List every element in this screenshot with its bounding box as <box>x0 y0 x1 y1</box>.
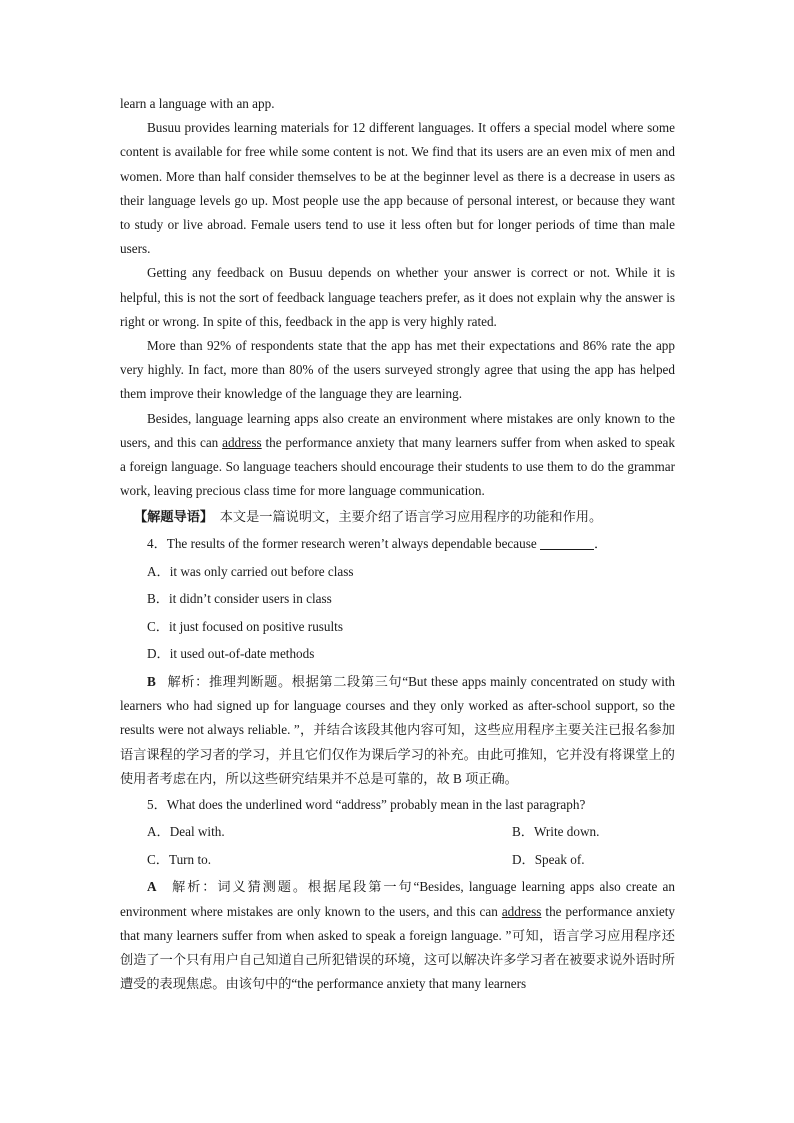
q5-option-a: A．Deal with. <box>147 824 225 840</box>
passage-paragraph-1: Busuu provides learning materials for 12 different languages. It offers a special model where some content is available for free while some content is not. We find that its users are an even mix of men and women. More than half consider themselves to be at the beginner level as there is a decrease in users as their language levels go up. Most people use the app because of personal interest, or because they want to study or live abroad. Female users tend to use it less often but for longer periods of time than male users. <box>120 120 675 257</box>
p4-after: the performance anxiety that many learners suffer from when asked to speak a foreign language. So language teachers should encourage their students to use them to do the grammar work, leaving precious class time for more language communication. <box>120 434 675 499</box>
q4-stem-end: ． <box>594 536 608 552</box>
q4-stem-text: 4．The results of the former research weren’t always dependable because <box>147 536 537 552</box>
q5-options-row-1 <box>120 818 675 846</box>
q4-option-d: D．it used out-of-date methods <box>147 646 315 662</box>
p4-before: Besides, language learning apps also create an environment where mistakes are only known to the users, and this can <box>120 410 675 450</box>
underlined-word: address <box>222 434 262 450</box>
question-5-stem: 5．What does the underlined word “address” probably mean in the last paragraph? <box>147 796 586 812</box>
passage-intro-end: learn a language with an app. <box>120 96 275 111</box>
passage-paragraph-4 <box>120 407 675 504</box>
question-4-stem <box>120 530 675 558</box>
q4-explanation-text: 解析：推理判断题。根据第二段第三句“But these apps mainly concentrated on study with learners who had signed up for language courses and they only worked as after-school support, so the results were not always reliable. ”，并结合该段其他内容可知，这些应用程序主要关注已报名参加语言课程的学习者的学习，并且它们仅作为课后学习的补充。由此可推知，它并没有将课堂上的使用者考虑在内，所以这些研究结果并不总是可靠的，故 B 项正确。 <box>120 673 676 786</box>
q5-option-c: C．Turn to. <box>147 851 212 867</box>
q5-options-row-2 <box>120 846 675 874</box>
q5-option-b: B．Write down. <box>512 824 600 840</box>
q5-answer-letter: A <box>147 879 157 895</box>
passage-paragraph-2: Getting any feedback on Busuu depends on whether your answer is correct or not. While it is helpful, this is not the sort of feedback language teachers prefer, as it does not explain why the answer is right or wrong. In spite of this, feedback in the app is very highly rated. <box>120 265 675 329</box>
answer-blank <box>540 536 594 550</box>
passage-paragraph-3: More than 92% of respondents state that the app has met their expectations and 86% rate the app very highly. In fact, more than 80% of the users surveyed strongly agree that using the app has helped them improve their knowledge of the language they are learning. <box>120 338 675 402</box>
guide-label: 【解题导语】 <box>134 509 214 525</box>
q5-exp-before: 解析：词义猜测题。根据尾段第一句“Besides, language learning apps also create an environment where mistakes are only known to the users, and this can <box>120 879 676 919</box>
q4-answer-letter: B <box>147 673 156 689</box>
q4-option-a: A．it was only carried out before class <box>147 563 354 579</box>
q4-option-c: C．it just focused on positive rusults <box>147 618 343 634</box>
q5-exp-after: the performance anxiety that many learners suffer from when asked to speak a foreign language. ”可知，语言学习应用程序还创造了一个只有用户自己知道自己所犯错误的环境，这可以解决许多学习者在被要求说外语时所遭受的表现焦虑。由该句中的“the performance anxiety that many learners <box>120 903 675 992</box>
guide-text: 本文是一篇说明文，主要介绍了语言学习应用程序的功能和作用。 <box>219 509 603 525</box>
q5-option-d: D．Speak of. <box>512 851 585 867</box>
q5-explanation <box>120 875 675 996</box>
q4-explanation <box>120 670 675 791</box>
q4-option-b: B．it didn’t consider users in class <box>147 591 332 607</box>
guide-header <box>120 503 675 530</box>
q5-underlined-word: address <box>501 903 542 919</box>
document-page <box>120 92 675 996</box>
